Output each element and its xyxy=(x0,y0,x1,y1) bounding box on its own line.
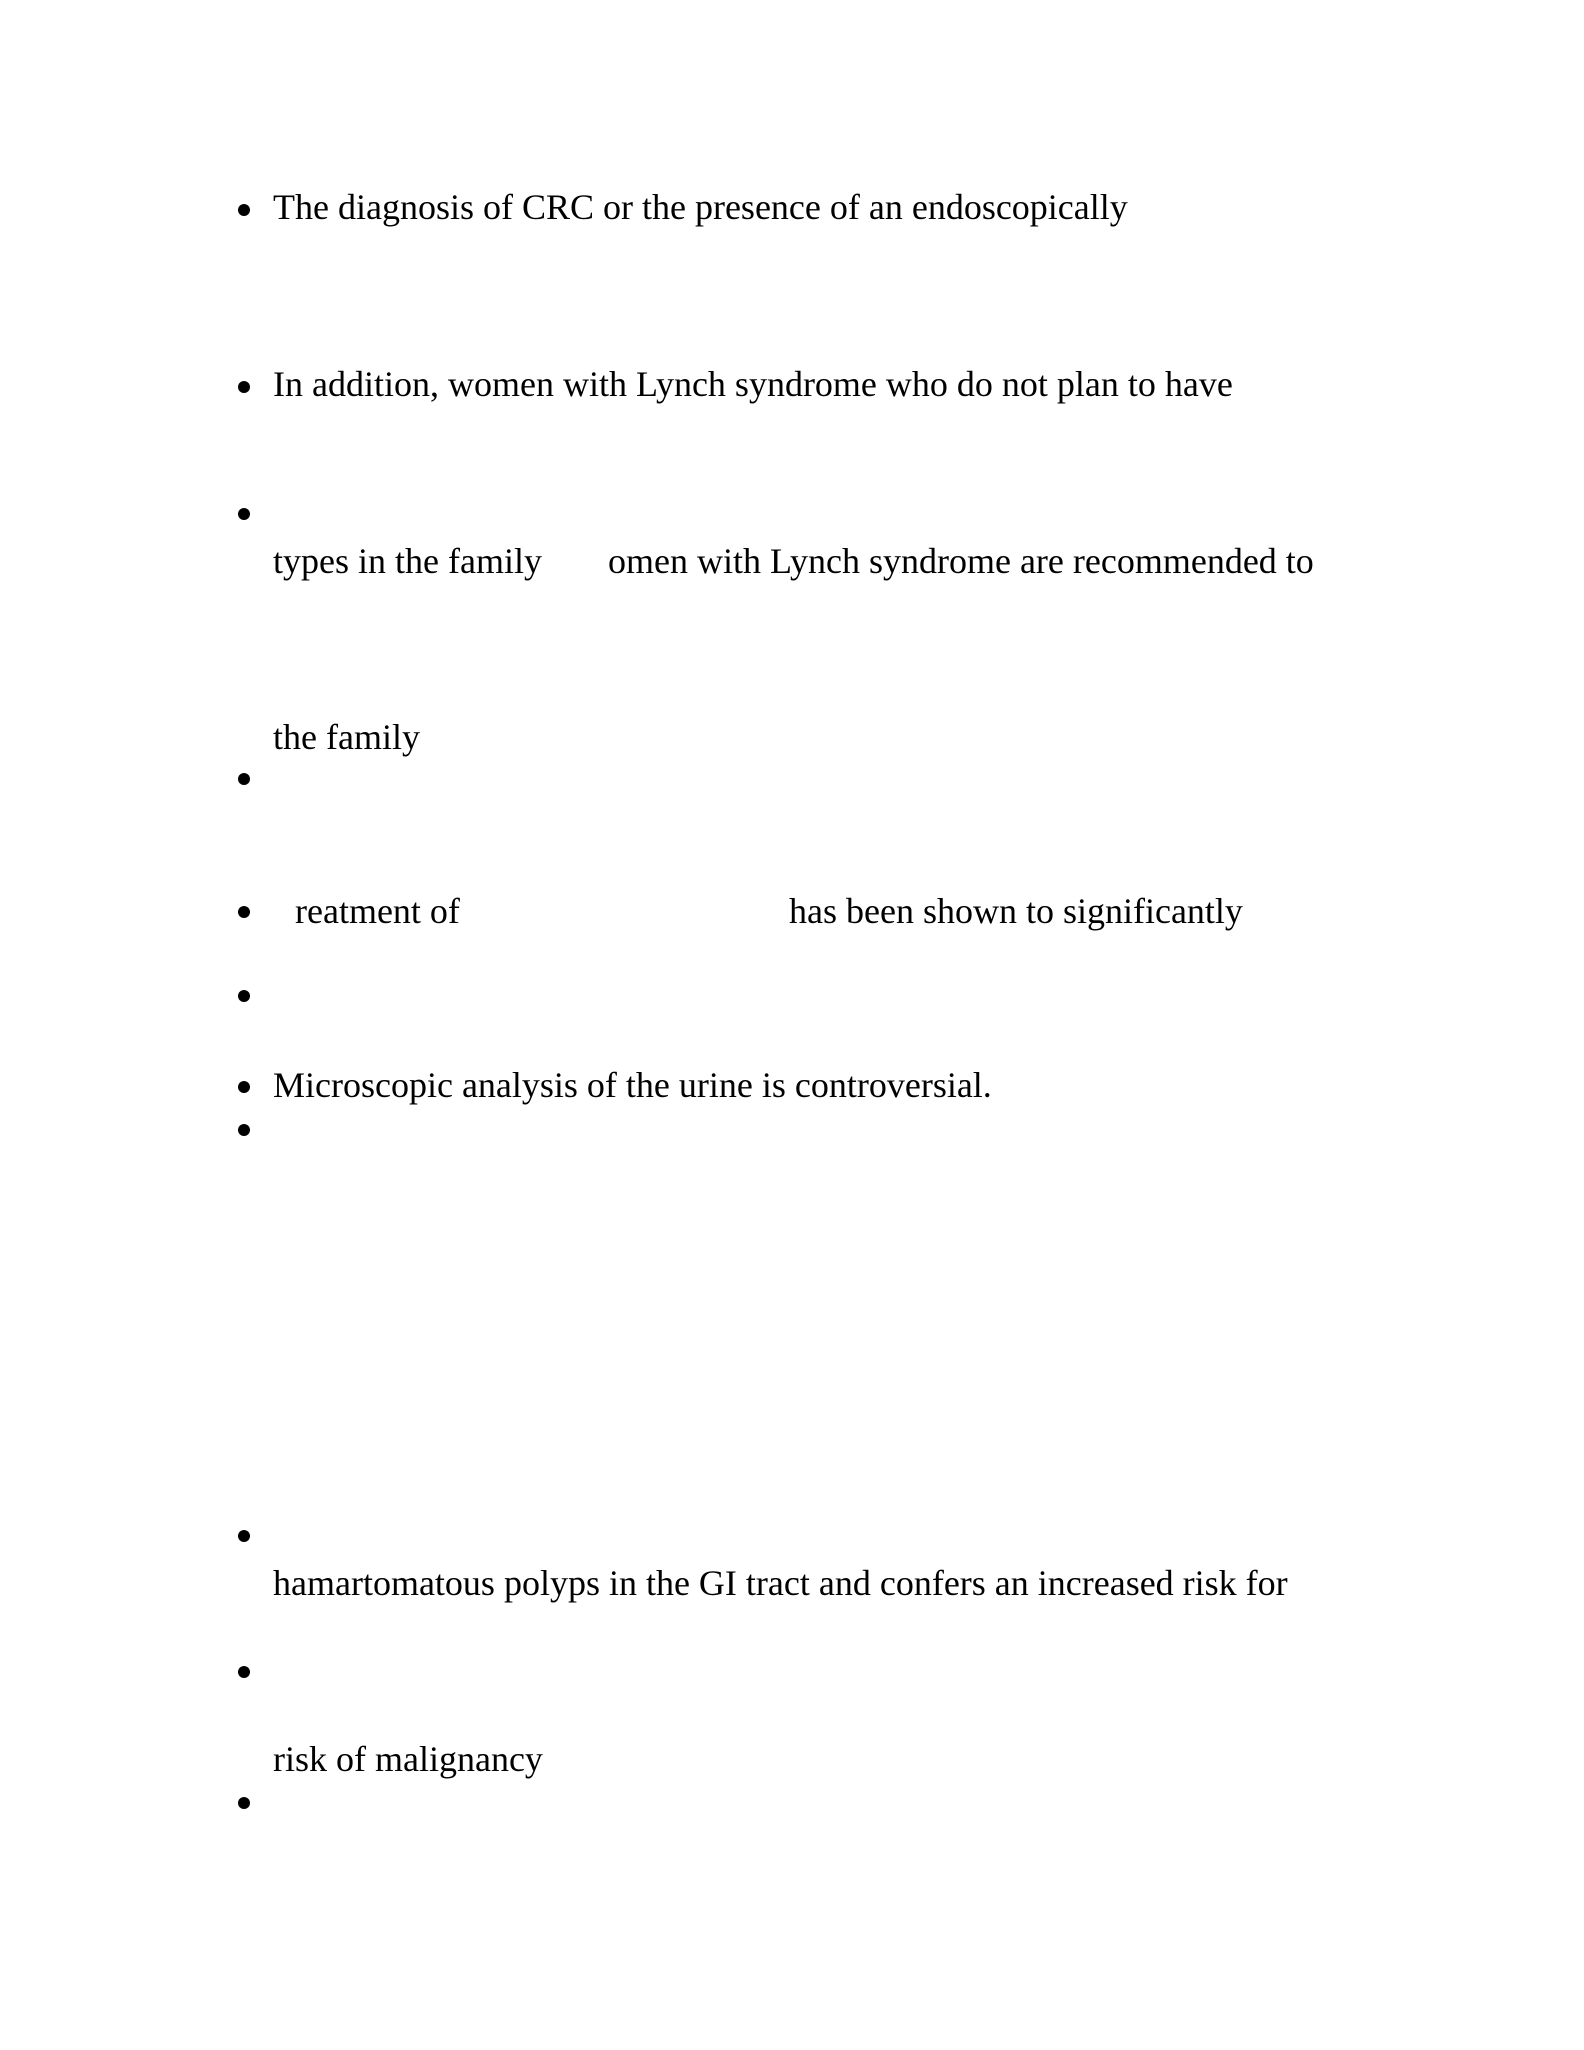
bullet xyxy=(238,508,250,520)
bullet xyxy=(238,906,250,918)
list-item-text-continued: omen with Lynch syndrome are recommended to xyxy=(608,541,1314,581)
bullet xyxy=(238,204,250,216)
list-item-text-continued: has been shown to significantly xyxy=(789,891,1243,931)
list-item-text: Microscopic analysis of the urine is controversial. xyxy=(273,1065,992,1105)
bullet xyxy=(238,1797,250,1809)
list-item-text: The diagnosis of CRC or the presence of an endoscopically xyxy=(273,187,1128,227)
list-item-text: reatment of xyxy=(295,891,460,931)
bullet xyxy=(238,381,250,393)
bullet xyxy=(238,1666,250,1678)
bullet xyxy=(238,1081,250,1093)
bullet xyxy=(238,1124,250,1136)
bullet xyxy=(238,990,250,1002)
list-item-text: the family xyxy=(273,717,420,757)
list-item-text: In addition, women with Lynch syndrome who do not plan to have xyxy=(273,364,1233,404)
bullet xyxy=(238,1530,250,1542)
list-item-text: types in the family xyxy=(273,541,542,581)
bullet xyxy=(238,773,250,785)
list-item-text: hamartomatous polyps in the GI tract and confers an increased risk for xyxy=(273,1563,1288,1603)
list-item-text: risk of malignancy xyxy=(273,1739,543,1779)
